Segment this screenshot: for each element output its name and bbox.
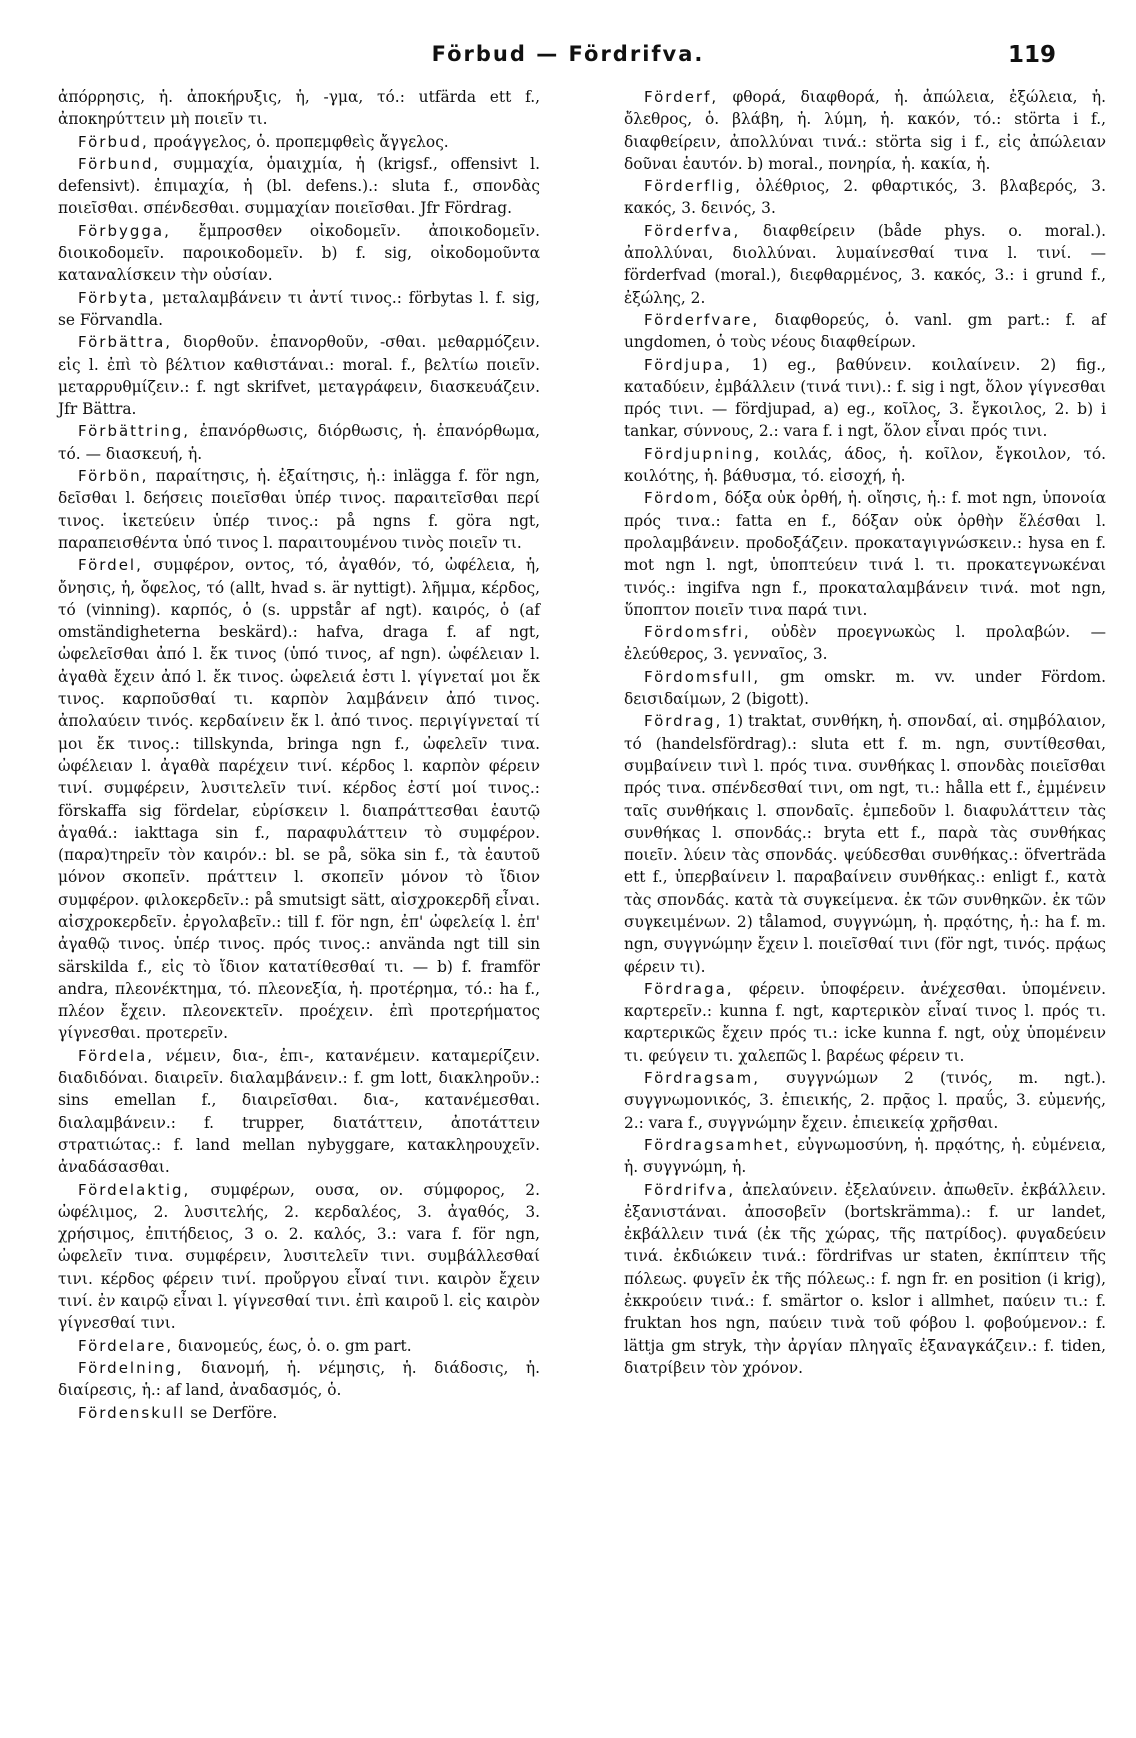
entry-definition: ἀπόρρησις, ἡ. ἀποκήρυξις, ἡ, -γμα, τό.: utfärda ett f., ἀποκηρύττειν μὴ ποιεῖν τι. bbox=[58, 88, 540, 129]
dictionary-entry bbox=[624, 309, 1106, 354]
dictionary-entry bbox=[58, 554, 540, 1045]
entry-headword: Fördjupa, bbox=[644, 355, 732, 374]
dictionary-entry bbox=[624, 487, 1106, 621]
entry-definition: διανομεύς, έως, ὁ. o. gm part. bbox=[173, 1336, 412, 1355]
left-column bbox=[58, 86, 540, 1424]
entry-headword: Förbättring, bbox=[78, 422, 191, 441]
entry-headword: Fördragsamhet, bbox=[644, 1135, 791, 1154]
entry-headword: Förbättra, bbox=[78, 333, 173, 352]
dictionary-entry bbox=[624, 220, 1106, 309]
dictionary-entry bbox=[624, 354, 1106, 443]
entry-headword: Fördelning, bbox=[78, 1358, 184, 1377]
right-column bbox=[624, 86, 1106, 1379]
entry-definition: διαφθείρειν (både phys. o. moral.). ἀπολλύναι, διολλύναι. λυμαίνεσθαί τινα l. τινί. — förderfvad (moral.), διεφθαρμένος, 3. κακός, 3.: i grund f., ἐξώλης, 2. bbox=[624, 221, 1106, 307]
dictionary-entry bbox=[58, 1402, 540, 1424]
dictionary-entry bbox=[624, 666, 1106, 711]
entry-headword: Förbud, bbox=[78, 132, 149, 151]
dictionary-entry bbox=[58, 1045, 540, 1179]
entry-definition: 1) eg., βαθύνειν. κοιλαίνειν. 2) fig., καταδύειν, ἐμβάλλειν (τινά τινι).: f. sig i ngt, ὅλον γίγνεσθαι πρός τινι. — fördjupad, a) eg., κοῖλος, 3. ἔγκοιλος, 2. b) i tankar, σύννους, 2.: vara f. i ngt, ὅλον εἶναι πρός τινι. bbox=[624, 355, 1106, 441]
entry-headword: Förderflig, bbox=[644, 177, 742, 196]
entry-definition: συμμαχία, ὁμαιχμία, ἡ (krigsf., offensivt l. defensivt). ἐπιμαχία, ἡ (bl. defens.).: sluta f., σπονδὰς ποιεῖσθαι. σπένδεσθαι. συμμαχίαν ποιεῖσθαι. Jfr Fördrag. bbox=[58, 154, 540, 218]
entry-headword: Fördelaktig, bbox=[78, 1180, 191, 1199]
entry-headword: Fördelare, bbox=[78, 1336, 174, 1355]
dictionary-entry bbox=[58, 1357, 540, 1402]
entry-definition: κοιλάς, άδος, ἡ. κοῖλον, ἔγκοιλον, τό. κοιλότης, ἡ. βάθυσμα, τό. εἰσοχή, ἡ. bbox=[624, 444, 1106, 486]
entry-definition: ὀλέθριος, 2. φθαρτικός, 3. βλαβερός, 3. κακός, 3. δεινός, 3. bbox=[624, 177, 1106, 218]
dictionary-entry bbox=[624, 710, 1106, 978]
entry-headword: Fördrifva, bbox=[644, 1180, 736, 1199]
dictionary-entry bbox=[58, 131, 540, 153]
entry-definition: se Derföre. bbox=[185, 1403, 278, 1422]
entry-headword: Fördragsam, bbox=[644, 1069, 760, 1088]
entry-headword: Förderfvare, bbox=[644, 310, 760, 329]
dictionary-entry bbox=[58, 420, 540, 465]
entry-definition: παραίτησις, ἡ. ἐξαίτησις, ἡ.: inlägga f. för ngn, δεῖσθαι l. δεήσεις ποιεῖσθαι ὑπέρ τινος. παραιτεῖσθαι περί τινος. ἱκετεύειν ὑπέρ τινος.: på ngns f. göra ngt, παραπεισθέντα ὑπό τινος l. παραιτουμένου τινὸς ποιεῖν τι. bbox=[58, 467, 540, 552]
entry-headword: Förbyta, bbox=[78, 288, 156, 307]
dictionary-entry bbox=[58, 287, 540, 332]
running-head bbox=[0, 42, 1136, 82]
entry-definition: εὐγνωμοσύνη, ἡ. πρᾳότης, ἡ. εὐμένεια, ἡ. συγγνώμη, ἡ. bbox=[624, 1135, 1106, 1177]
entry-headword: Fördenskull bbox=[78, 1403, 186, 1422]
dictionary-entry bbox=[58, 1335, 540, 1357]
dictionary-entry bbox=[58, 220, 540, 287]
dictionary-entry bbox=[624, 86, 1106, 175]
entry-definition: διορθοῦν. ἐπανορθοῦν, -σθαι. μεθαρμόζειν. εἰς l. ἐπὶ τὸ βέλτιον καθιστάναι.: moral. f., βελτίω ποιεῖν. μεταρρυθμίζειν.: f. ngt skrifvet, μεταγράφειν, διασκευάζειν. Jfr Bättra. bbox=[58, 333, 540, 419]
entry-definition: ἀπελαύνειν. ἐξελαύνειν. ἀπωθεῖν. ἐκβάλλειν. ἐξανιστάναι. ἀποσοβεῖν (bortskrämma).: f. ur landet, ἐκβάλλειν τινά (ἐκ τῆς χώρας, τῆς πατρίδος). φυγαδεύειν τινά. ἐκδιώκειν τινά.: fördrifvas ur staten, ἐκπίπτειν τῆς πόλεως. φυγεῖν ἐκ τῆς πόλεως.: f. ngn fr. en position (i krig), ἐκκρούειν τινά.: f. smärtor o. kslor i allmhet, παύειν τι.: f. fruktan hos ngn, παύειν τινὰ τοῦ φόβου l. φοβούμενον.: f. lättja gm stryk, τὴν ἀργίαν πληγαῖς ἐξαναγκάζειν.: f. tiden, διατρίβειν τὸν χρόνον. bbox=[624, 1180, 1106, 1377]
entry-headword: Fördomsfull, bbox=[644, 667, 761, 686]
entry-definition: φθορά, διαφθορά, ἡ. ἀπώλεια, ἐξώλεια, ἡ. ὄλεθρος, ὁ. βλάβη, ἡ. λύμη, ἡ. κακόν, τό.: störta i f., διαφθείρειν, ἀπολλύναι τινά.: störta sig i f., εἰς ἀπώλειαν δοῦναι ἑαυτόν. b) moral., πονηρία, ἡ. κακία, ἡ. bbox=[624, 88, 1106, 173]
entry-definition: συγγνώμων 2 (τινός, m. ngt.). συγγνωμονικός, 3. ἐπιεικής, 2. πρᾷος l. πραΰς, 3. εὐμενής, 2.: vara f., συγγνώμην ἔχειν. ἐπιεικείᾳ χρῆσθαι. bbox=[624, 1069, 1106, 1132]
dictionary-entry bbox=[624, 978, 1106, 1067]
dictionary-entry bbox=[58, 331, 540, 420]
entry-definition: διαφθορεύς, ὁ. vanl. gm part.: f. af ungdomen, ὁ τοὺς νέους διαφθείρων. bbox=[624, 310, 1106, 352]
dictionary-entry bbox=[624, 1067, 1106, 1134]
dictionary-entry bbox=[624, 621, 1106, 666]
entry-headword: Fördel, bbox=[78, 556, 143, 575]
entry-definition: gm omskr. m. vv. under Fördom. δεισιδαίμων, 2 (bigott). bbox=[624, 667, 1106, 709]
entry-definition: μεταλαμβάνειν τι ἀντί τινος.: förbytas l. f. sig, se Förvandla. bbox=[58, 288, 540, 329]
entry-definition: διανομή, ἡ. νέμησις, ἡ. διάδοσις, ἡ. διαίρεσις, ἡ.: af land, ἀναδασμός, ὁ. bbox=[58, 1358, 540, 1400]
entry-definition: νέμειν, δια-, ἐπι-, κατανέμειν. καταμερίζειν. διαδιδόναι. διαιρεῖν. διαλαμβάνειν.: f. gm lott, διακληροῦν.: sins emellan f., διαιρεῖσθαι. δια-, κατανέμεσθαι. διαλαμβάνειν.: f. trupper, διατάττειν, ἀποτάττειν στρατιώτας.: f. land mellan nybyggare, κατακληρουχεῖν. ἀναδάσασθαι. bbox=[58, 1046, 540, 1177]
dictionary-entry bbox=[58, 465, 540, 554]
dictionary-entry bbox=[624, 1179, 1106, 1380]
entry-headword: Fördomsfri, bbox=[644, 623, 751, 642]
entry-headword: Fördjupning, bbox=[644, 444, 762, 463]
dictionary-entry bbox=[58, 153, 540, 220]
dictionary-entry bbox=[624, 443, 1106, 488]
page-number: 119 bbox=[1007, 42, 1056, 68]
entry-headword: Fördom, bbox=[644, 489, 720, 508]
dictionary-entry bbox=[624, 175, 1106, 220]
entry-definition: προάγγελος, ὁ. προπεμφθεὶς ἄγγελος. bbox=[148, 132, 449, 151]
entry-headword: Förbygga, bbox=[78, 221, 171, 240]
entry-headword: Fördraga, bbox=[644, 979, 734, 998]
entry-headword: Fördela, bbox=[78, 1046, 155, 1065]
entry-headword: Förderf, bbox=[644, 88, 719, 106]
entry-headword: Förderfva, bbox=[644, 221, 741, 240]
dictionary-entry bbox=[58, 86, 540, 131]
dictionary-entry bbox=[624, 1134, 1106, 1179]
entry-headword: Förbön, bbox=[78, 467, 149, 486]
entry-headword: Förbund, bbox=[78, 154, 161, 173]
entry-definition: συμφέρον, οντος, τό, ἀγαθόν, τό, ὠφέλεια, ἡ, ὄνησις, ἡ, ὄφελος, τό (allt, hvad s. är nyttigt). λῆμμα, κέρδος, τό (vinning). καρπός, ὁ (s. uppstår af ngt). καιρός, ὁ (af omständigheterna beskärd).: hafva, draga f. af ngt, ὠφελεῖσθαι ἀπό l. ἔκ τινος (ὑπό τινος, af ngn). ὠφέλειαν l. ἀγαθὰ ἔχειν ἀπό l. ἔκ τινος. ὠφελειά ἐστι l. γίγνεταί μοι ἔκ τινος. καρποῦσθαί τι. καρπὸν λαμβάνειν ἀπό τινος. ἀπολαύειν τινός. κερδαίνειν ἔκ l. ἀπό τινος. περιγίγνεταί τί μοι ἔκ τινος.: tillskynda, bringa ngn f., ὠφελεῖν τινα. ὠφέλειαν l. ἀγαθὰ παρέχειν τινί. κέρδος l. καρπὸν φέρειν τινί. συμφέρειν, λυσιτελεῖν τινί. κέρδος ἐστί μοί τινος.: förskaffa sig fördelar, εὑρίσκειν l. διαπράττεσθαι ἑαυτῷ ἀγαθά.: iakttaga sin f., παραφυλάττειν τὸ συμφέρον. (παρα)τηρεῖν τὸν καιρόν.: bl. se på, söka sin f., τὰ ἑαυτοῦ μόνον σκοπεῖν. πράττειν l. σκοπεῖν μόνον τὸ ἴδιον συμφέρον. φιλοκερδεῖν.: på smutsigt sätt, αἰσχροκερδῆ εἶναι. αἰσχροκερδεῖν. ἐργολαβεῖν.: till f. för ngn, ἐπ' ὠφελείᾳ l. ἐπ' ἀγαθῷ τινος. ὑπέρ τινος. πρός τινος.: använda ngt till sin särskilda f., εἰς τὸ ἴδιον κατατίθεσθαί τι. — b) f. framför andra, πλεονέκτημα, τό. πλεονεξία, ἡ. προτέρημα, τό.: ha f., πλέον ἔχειν. πλεονεκτεῖν. προέχειν. ἐπὶ προτερήματος γίγνεσθαι. προτερεῖν. bbox=[58, 556, 540, 1043]
entry-definition: 1) traktat, συνθήκη, ἡ. σπονδαί, αἱ. σημβόλαιον, τό (handelsfördrag).: sluta ett f. m. ngn, συντίθεσθαι, συμβαίνειν τινὶ l. πρός τινα. συνθήκας l. σπονδὰς ποιεῖσθαι πρός τινα. σπένδεσθαί τινι, om ngt, τι.: hålla ett f., ἐμμένειν ταῖς συνθήκαις l. σπονδαῖς. ἐμπεδοῦν l. διαφυλάττειν τὰς συνθήκας l. σπονδάς.: bryta ett f., παρὰ τὰς συνθήκας ποιεῖν. λύειν τὰς σπονδάς. ψεύδεσθαι συνθήκας.: öfverträda ett f., ὑπερβαίνειν l. παραβαίνειν συνθήκας.: enligt f., κατὰ τὰς σπονδάς. κατὰ τὰ συγκείμενα. ἐκ τῶν συνθηκῶν. ἐκ τῶν συγκειμένων. 2) tålamod, συγγνώμη, ἡ. πρᾳότης, ἡ.: ha f. m. ngn, συγγνώμην ἔχειν l. ποιεῖσθαί τινι (för ngt, τινός. πρᾴως φέρειν τι). bbox=[624, 712, 1106, 976]
page-title: Förbud — Fördrifva. bbox=[431, 42, 705, 66]
entry-definition: συμφέρων, ουσα, ον. σύμφορος, 2. ὠφέλιμος, 2. λυσιτελής, 2. κερδαλέος, 3. ἀγαθός, 3. χρήσιμος, ἐπιτήδειος, 3 o. 2. καλός, 3.: vara f. för ngn, ὠφελεῖν τινα. συμφέρειν, λυσιτελεῖν τινι. συμβάλλεσθαί τινι. κέρδος φέρειν τινί. προὔργου εἶναί τινι. καιρὸν ἔχειν τινί. ἐν καιρῷ εἶναι l. γίγνεσθαί τινι. ἐπὶ καιροῦ l. εἰς καιρὸν γίγνεσθαί τινι. bbox=[58, 1180, 540, 1333]
dictionary-entry bbox=[58, 1179, 540, 1335]
entry-definition: ἔμπροσθεν οἰκοδομεῖν. ἀποικοδομεῖν. διοικοδομεῖν. παροικοδομεῖν. b) f. sig, οἰκοδομοῦντα καταναλίσκειν τὴν οὐσίαν. bbox=[58, 221, 540, 285]
entry-definition: δόξα οὐκ ὀρθή, ἡ. οἴησις, ἡ.: f. mot ngn, ὑπονοία πρός τινα.: fatta en f., δόξαν οὐκ ὀρθὴν ἕλέσθαι l. προλαμβάνειν. προδοξάζειν. προκαταγιγνώσκειν.: hysa en f. mot ngn l. ngt, ὑποπτεύειν τινά l. τι. προκατεγνωκέναι τινός.: ingifva ngn f., προκαταλαμβάνειν τινά. mot ngn, ὕποπτον ποιεῖν τινα παρά τινι. bbox=[624, 489, 1106, 619]
entry-definition: οὐδὲν προεγνωκὼς l. προλαβών. — ἐλεύθερος, 3. γενναῖος, 3. bbox=[624, 623, 1106, 664]
entry-headword: Fördrag, bbox=[644, 712, 723, 731]
entry-definition: φέρειν. ὑποφέρειν. ἀνέχεσθαι. ὑπομένειν. καρτερεῖν.: kunna f. ngt, καρτερικὸν εἶναί τινος l. πρός τι. καρτερικῶς ἔχειν πρός τι.: icke kunna f. ngt, οὐχ ὑπομένειν τι. φεύγειν τι. χαλεπῶς l. βαρέως φέρειν τι. bbox=[624, 979, 1106, 1065]
entry-definition: ἐπανόρθωσις, διόρθωσις, ἡ. ἐπανόρθωμα, τό. — διασκευή, ἡ. bbox=[58, 422, 540, 463]
